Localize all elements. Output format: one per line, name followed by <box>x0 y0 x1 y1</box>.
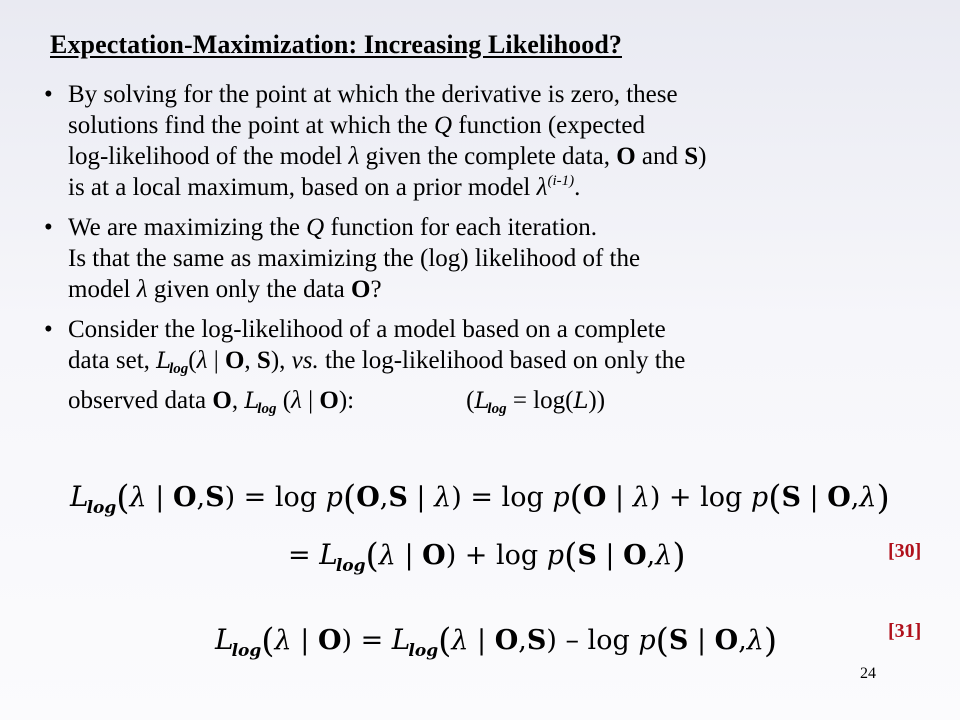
paren: ( <box>768 478 782 518</box>
o-symbol: O <box>494 625 519 656</box>
script-l-symbol: L <box>474 388 490 414</box>
equation-3 <box>215 621 777 661</box>
bullet-marker: • <box>44 214 53 241</box>
lambda-symbol: λ <box>632 482 650 513</box>
text: ) = log <box>451 482 553 513</box>
script-l-symbol: L <box>319 538 338 571</box>
text: , <box>738 625 747 656</box>
lambda-symbol: λ <box>434 482 452 513</box>
text: | <box>800 482 828 513</box>
text: ) = log <box>224 482 326 513</box>
text: the log-likelihood based on only the <box>318 347 686 374</box>
o-symbol: O <box>212 387 232 414</box>
text: , <box>646 540 656 571</box>
s-symbol: S <box>526 625 547 656</box>
text: observed data <box>68 387 213 414</box>
bullet-1-line-2 <box>68 110 924 141</box>
text: given the complete data, <box>359 143 617 170</box>
o-symbol: O <box>317 625 342 656</box>
lambda-symbol: λ <box>859 482 877 513</box>
paren: ( <box>261 621 275 661</box>
text: , <box>231 387 245 414</box>
text: )) <box>588 387 606 414</box>
slide-title: Expectation-Maximization: Increasing Likelihood? <box>50 30 622 59</box>
bullet-2-line-1 <box>68 212 924 243</box>
log-subscript: log <box>487 401 507 417</box>
bullet-2-line-2: Is that the same as maximizing the (log) likelihood of the <box>68 245 641 272</box>
text: , <box>518 625 527 656</box>
text: , <box>244 347 257 374</box>
o-symbol: O <box>319 387 339 414</box>
s-symbol: S <box>205 482 225 513</box>
script-l-symbol: L <box>244 388 260 414</box>
text: ), <box>270 347 292 374</box>
text: | <box>606 482 633 513</box>
text: given only the data <box>147 276 351 303</box>
o-symbol: O <box>714 625 739 656</box>
paren: ( <box>116 478 130 518</box>
text: data set, <box>68 347 157 374</box>
script-l-symbol: L <box>70 480 89 513</box>
q-symbol: Q <box>433 112 452 139</box>
p-symbol: p <box>325 482 343 513</box>
lambda-symbol: λ <box>291 387 302 414</box>
o-symbol: O <box>422 540 446 571</box>
text: , <box>379 482 389 513</box>
text: ) <box>698 143 707 170</box>
lambda-symbol: λ <box>196 347 208 374</box>
o-symbol: O <box>616 143 636 170</box>
script-l-symbol: L <box>215 623 234 656</box>
text: . <box>574 174 581 201</box>
q-symbol: Q <box>306 214 325 241</box>
text: | <box>291 625 318 656</box>
paren: ( <box>569 478 583 518</box>
bullet-1-line-3 <box>68 141 924 172</box>
log-subscript: log <box>86 498 117 518</box>
text: ( <box>282 387 292 414</box>
bullet-1-line-4 <box>68 172 924 203</box>
text: ) + log <box>445 540 547 571</box>
log-subscript: log <box>335 556 366 576</box>
equation-1 <box>70 478 890 518</box>
text: ) + log <box>649 482 751 513</box>
superscript: (i-1) <box>547 173 575 189</box>
text: = <box>288 540 320 571</box>
text: , <box>196 482 206 513</box>
log-subscript: log <box>169 361 189 377</box>
o-symbol: O <box>224 347 245 374</box>
o-symbol: O <box>582 482 607 513</box>
lambda-symbol: λ <box>129 482 147 513</box>
script-l-symbol: L <box>156 348 172 374</box>
log-subscript: log <box>408 641 439 661</box>
paren: ( <box>655 621 669 661</box>
text: = log( <box>506 387 574 414</box>
text: , <box>850 482 860 513</box>
page-number: 24 <box>860 665 876 682</box>
bullet-item-2 <box>44 212 924 305</box>
text: We are maximizing the <box>68 214 307 241</box>
o-symbol: O <box>356 482 380 513</box>
text: ? <box>370 276 382 303</box>
s-symbol: S <box>388 482 408 513</box>
paren: ) <box>876 478 890 518</box>
bullet-item-1 <box>44 79 924 203</box>
text: | <box>301 387 320 414</box>
text: log-likelihood of the model <box>68 143 349 170</box>
text: ): <box>338 387 355 414</box>
lambda-symbol: λ <box>274 625 292 656</box>
equation-number-30: [30] <box>888 540 922 562</box>
bullet-marker: • <box>44 81 53 108</box>
log-subscript: log <box>257 401 277 417</box>
text: solutions find the point at which the <box>68 112 434 139</box>
text: ) – log <box>546 625 639 656</box>
bullet-marker: • <box>44 316 53 343</box>
lambda-symbol: λ <box>378 540 396 571</box>
bullet-3-line-1: Consider the log-likelihood of a model based on a complete <box>68 316 666 343</box>
bullet-2-line-3 <box>68 274 924 305</box>
bullet-1-line-1: By solving for the point at which the derivative is zero, these <box>68 81 678 108</box>
text: | <box>468 625 495 656</box>
paren: ( <box>564 536 578 576</box>
bullet-item-3 <box>44 314 924 425</box>
equation-number-31: [31] <box>888 620 922 642</box>
text: function (expected <box>452 112 645 139</box>
lambda-symbol: λ <box>348 143 360 170</box>
p-symbol: p <box>750 482 769 513</box>
text: model <box>68 276 137 303</box>
text: and <box>635 143 685 170</box>
script-l-symbol: L <box>391 623 411 656</box>
bullet-3-line-3 <box>68 385 924 425</box>
equation-2 <box>288 536 686 576</box>
text: | <box>688 625 715 656</box>
paren: ( <box>438 621 452 661</box>
o-symbol: O <box>623 540 647 571</box>
s-symbol: S <box>577 540 597 571</box>
paren: ) <box>763 621 778 661</box>
text: | <box>207 347 225 374</box>
paren: ( <box>365 536 379 576</box>
s-symbol: S <box>256 347 271 374</box>
text: is at a local maximum, based on a prior model <box>68 174 537 201</box>
p-symbol: p <box>546 540 565 571</box>
vs-text: vs. <box>291 347 319 374</box>
o-symbol: O <box>351 276 371 303</box>
paren: ( <box>342 478 357 518</box>
script-l-symbol: L <box>573 388 589 414</box>
o-symbol: O <box>172 482 197 513</box>
bullet-3-line-2 <box>68 345 924 385</box>
o-symbol: O <box>827 482 851 513</box>
p-symbol: p <box>552 482 570 513</box>
lambda-symbol: λ <box>655 540 673 571</box>
log-subscript: log <box>231 641 262 661</box>
lambda-symbol: λ <box>536 174 548 201</box>
p-symbol: p <box>638 625 656 656</box>
bullet-list <box>44 79 924 434</box>
text: ( <box>466 387 475 414</box>
s-symbol: S <box>781 482 801 513</box>
paren: ) <box>672 536 686 576</box>
s-symbol: S <box>684 143 699 170</box>
lambda-symbol: λ <box>136 276 148 303</box>
lambda-symbol: λ <box>746 625 764 656</box>
text: | <box>596 540 624 571</box>
text: function for each iteration. <box>324 214 598 241</box>
text: | <box>395 540 423 571</box>
text: | <box>146 482 173 513</box>
text: ) = <box>341 625 392 656</box>
text: ( <box>188 347 197 374</box>
lambda-symbol: λ <box>451 625 469 656</box>
s-symbol: S <box>668 625 689 656</box>
text: | <box>407 482 435 513</box>
